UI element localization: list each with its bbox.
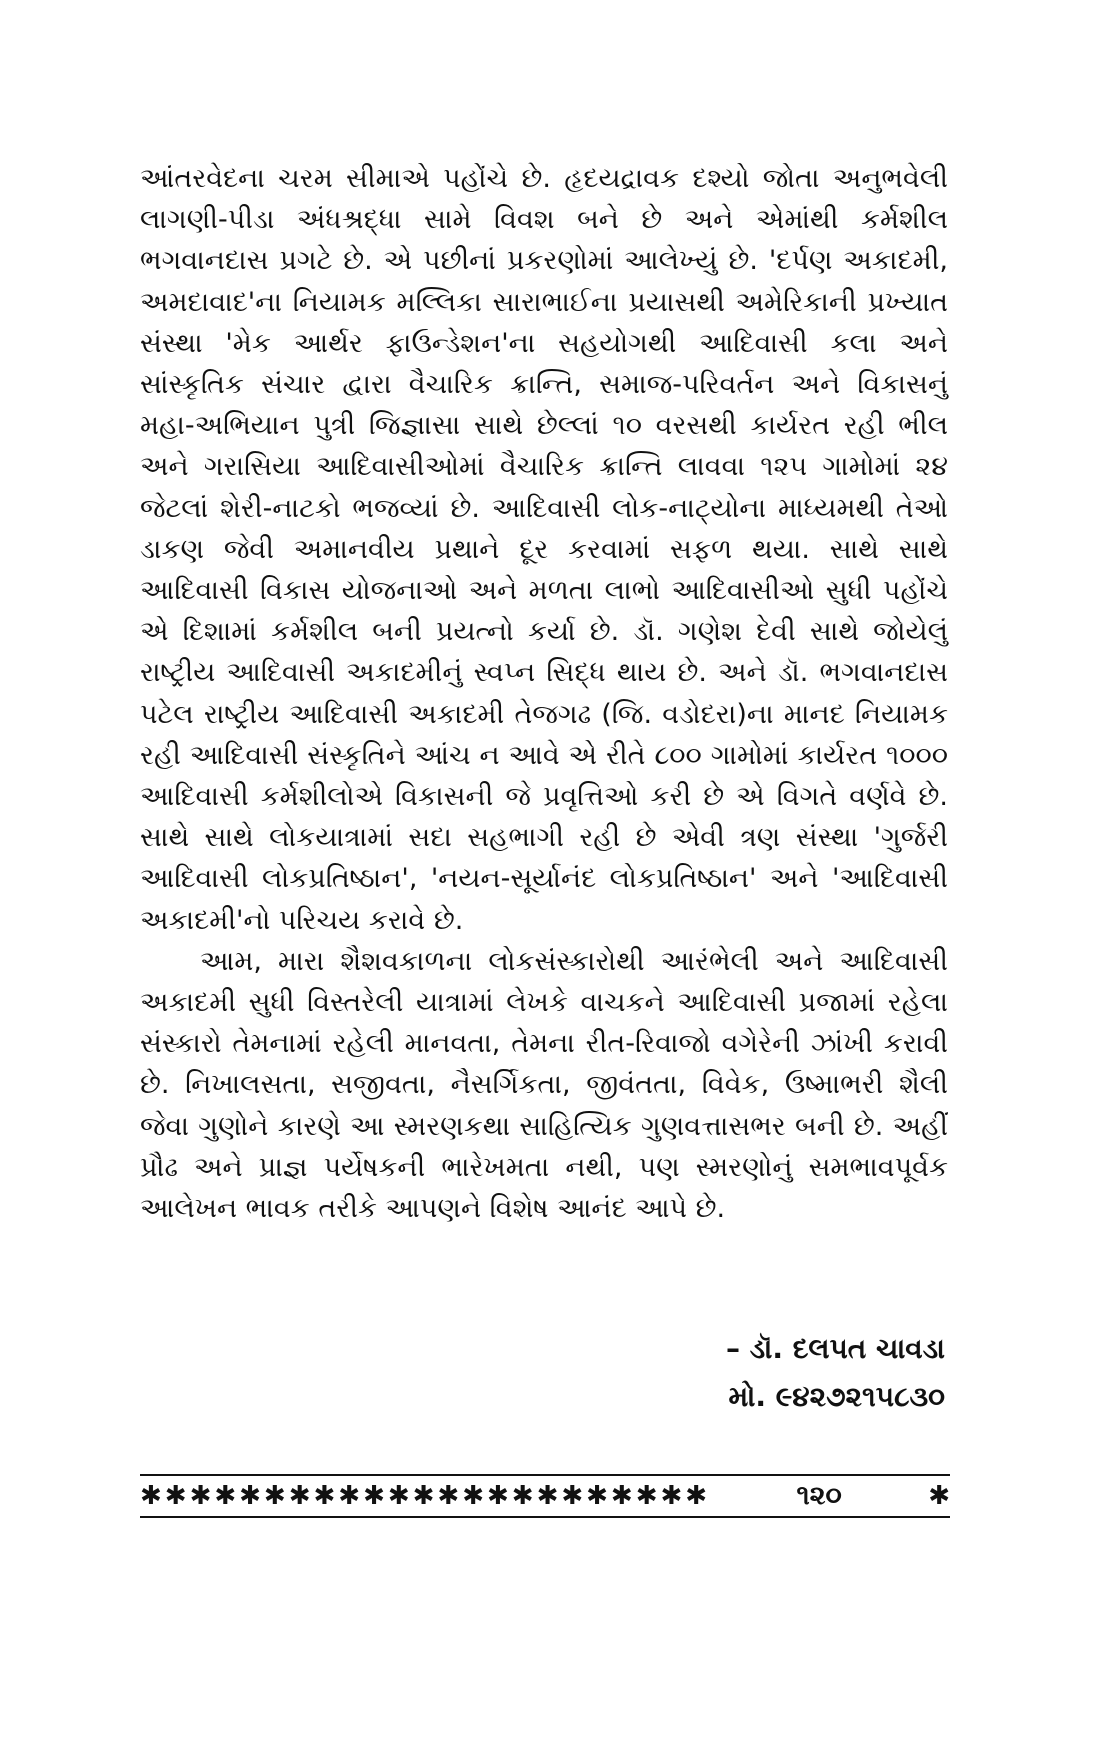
footer-top-rule bbox=[140, 1474, 950, 1476]
footer-row bbox=[140, 1478, 950, 1514]
footer-bottom-rule bbox=[140, 1516, 950, 1518]
paragraph-2: આમ, મારા શૈશવકાળના લોકસંસ્કારોથી આરંભેલી અને આદિવાસી અકાદમી સુધી વિસ્તરેલી યાત્રામાં લેખકે વાચકને આદિવાસી પ્રજામાં રહેલા સંસ્કારો તેમનામાં રહેલી માનવતા, તેમના રીત-રિવાજો વગેરેની ઝાંખી કરાવી છે. નિખાલસતા, સજીવતા, નૈસર્ગિકતા, જીવંતતા, વિવેક, ઉષ્માભરી શૈલી જેવા ગુણોને કારણે આ સ્મરણકથા સાહિત્યિક ગુણવત્તાસભર બની છે. અહીં પ્રૌઢ અને પ્રાજ્ઞ પર્યેષકની ભારેખમતા નથી, પણ સ્મરણોનું સમભાવપૂર્વક આલેખન ભાવક તરીકે આપણને વિશેષ આનંદ આપે છે. bbox=[140, 945, 948, 1225]
author-name: – ડૉ. દલપત ચાવડા bbox=[726, 1332, 945, 1365]
page-number: ૧૨૦ bbox=[796, 1480, 842, 1511]
signature-block bbox=[726, 1325, 945, 1421]
star-border-icon: ✱✱✱✱✱✱✱✱✱✱✱✱✱✱✱✱✱✱✱✱✱✱✱ bbox=[140, 1481, 711, 1511]
star-end-icon: ✱ bbox=[928, 1481, 950, 1511]
author-phone: મો. ૯૪૨૭૨૧૫૮૩૦ bbox=[728, 1380, 945, 1413]
paragraph-1: આંતરવેદના ચરમ સીમાએ પહોંચે છે. હૃદયદ્રાવક દશ્યો જોતા અનુભવેલી લાગણી-પીડા અંધશ્રદ્ધા સામે વિવશ બને છે અને એમાંથી કર્મશીલ ભગવાનદાસ પ્રગટે છે. એ પછીનાં પ્રકરણોમાં આલેખ્યું છે. 'દર્પણ અકાદમી, અમદાવાદ'ના નિયામક મલ્લિકા સારાભાઈના પ્રયાસથી અમેરિકાની પ્રખ્યાત સંસ્થા 'મેક આર્થર ફાઉન્ડેશન'ના સહયોગથી આદિવાસી કલા અને સાંસ્કૃતિક સંચાર દ્વારા વૈચારિક ક્રાન્તિ, સમાજ-પરિવર્તન અને વિકાસનું મહા-અભિયાન પુત્રી જિજ્ઞાસા સાથે છેલ્લાં ૧૦ વરસથી કાર્યરત રહી ભીલ અને ગરાસિયા આદિવાસીઓમાં વૈચારિક ક્રાન્તિ લાવવા ૧૨૫ ગામોમાં ૨૪ જેટલાં શેરી-નાટકો ભજવ્યાં છે. આદિવાસી લોક-નાટ્યોના માધ્યમથી તેઓ ડાકણ જેવી અમાનવીય પ્રથાને દૂર કરવામાં સફળ થયા. સાથે સાથે આદિવાસી વિકાસ યોજનાઓ અને મળતા લાભો આદિવાસીઓ સુધી પહોંચે એ દિશામાં કર્મશીલ બની પ્રયત્નો કર્યા છે. ડૉ. ગણેશ દેવી સાથે જોયેલું રાષ્ટ્રીય આદિવાસી અકાદમીનું સ્વપ્ન સિદ્ધ થાય છે. અને ડૉ. ભગવાનદાસ પટેલ રાષ્ટ્રીય આદિવાસી અકાદમી તેજગઢ (જિ. વડોદરા)ના માનદ નિયામક રહી આદિવાસી સંસ્કૃતિને આંચ ન આવે એ રીતે ૮૦૦ ગામોમાં કાર્યરત ૧૦૦૦ આદિવાસી કર્મશીલોએ વિકાસની જે પ્રવૃત્તિઓ કરી છે એ વિગતે વર્ણવે છે. સાથે સાથે લોકયાત્રામાં સદા સહભાગી રહી છે એવી ત્રણ સંસ્થા 'ગુર્જરી આદિવાસી લોકપ્રતિષ્ઠાન', 'નયન-સૂર્યાનંદ લોકપ્રતિષ્ઠાન' અને 'આદિવાસી અકાદમી'નો પરિચય કરાવે છે. bbox=[140, 163, 948, 936]
body-text bbox=[140, 158, 948, 1229]
page-footer bbox=[140, 1474, 950, 1520]
